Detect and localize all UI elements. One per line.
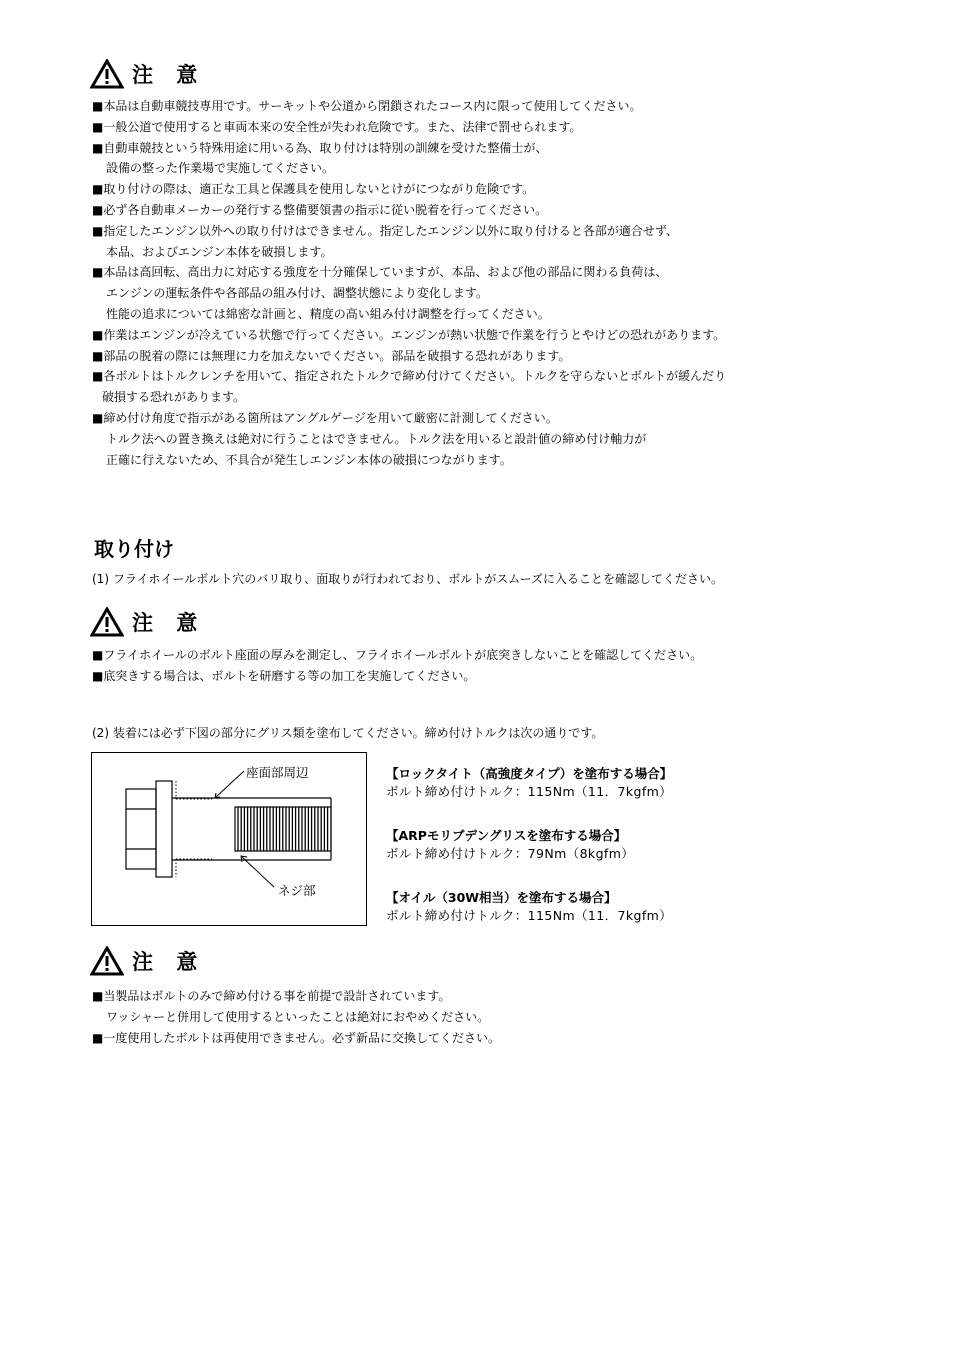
- caution-list-1: [92, 96, 726, 470]
- bolt-diagram: [91, 752, 367, 926]
- spec-heading: 【ロックタイト（高強度タイプ）を塗布する場合】: [386, 766, 673, 781]
- bolt-drawing: [92, 753, 366, 925]
- spec-heading: 【オイル（30W相当）を塗布する場合】: [386, 890, 617, 905]
- list-item: ■一度使用したボルトは再使用できません。必ず新品に交換してください。: [92, 1030, 501, 1045]
- list-item: ■必ず各自動車メーカーの発行する整備要領書の指示に従い脱着を行ってください。: [92, 202, 548, 217]
- spec-value: ボルト締め付けトルク：115Nm（11．7kgfm）: [386, 908, 673, 923]
- list-item: ■取り付けの際は、適正な工具と保護具を使用しないとけがにつながり危険です。: [92, 182, 535, 197]
- torque-spec-loctite: [386, 765, 672, 801]
- list-item: ■当製品はボルトのみで締め付ける事を前提で設計されています。 ワッシャーと併用して使用するといったことは絶対におやめください。: [92, 989, 490, 1024]
- section-title: 取り付け: [94, 537, 174, 561]
- list-item: ■底突きする場合は、ボルトを研磨する等の加工を実施してください。: [92, 668, 476, 683]
- list-item: ■本品は自動車競技専用です。サーキットや公道から閉鎖されたコース内に限って使用してください。: [92, 99, 642, 113]
- list-item: ■作業はエンジンが冷えている状態で行ってください。エンジンが熱い状態で作業を行うとやけどの恐れがあります。: [92, 327, 726, 342]
- list-item: ■各ボルトはトルクレンチを用いて、指定されたトルクで締め付けてください。トルクを守らないとボルトが緩んだり 破損する恐れがあります。: [92, 369, 727, 405]
- list-item: ■部品の脱着の際には無理に力を加えないでください。部品を破損する恐れがあります。: [92, 348, 571, 363]
- seat-label: 座面部周辺: [246, 765, 309, 780]
- caution-heading-2: [90, 605, 205, 639]
- caution-heading-1: [90, 57, 205, 91]
- caution-title: 注 意: [132, 611, 206, 635]
- list-item: ■一般公道で使用すると車両本来の安全性が失われ危険です。また、法律で罰せられます。: [92, 119, 582, 134]
- thread-lines: [238, 807, 328, 851]
- list-item: ■フライホイールのボルト座面の厚みを測定し、フライホイールボルトが底突きしないことを確認してください。: [92, 648, 703, 662]
- spec-value: ボルト締め付けトルク：79Nm（8kgfm）: [386, 846, 635, 861]
- step-1-text: (1) フライホイールボルト穴のバリ取り、面取りが行われており、ボルトがスムーズに入ることを確認してください。: [92, 572, 724, 586]
- step-2-text: (2) 装着には必ず下図の部分にグリス類を塗布してください。締め付けトルクは次の通りです。: [92, 726, 604, 740]
- torque-spec-oil: [386, 889, 672, 925]
- list-item: ■本品は高回転、高出力に対応する強度を十分確保していますが、本品、および他の部品に関わる負荷は、 エンジンの運転条件や各部品の組み付け、調整状態により変化します。 性能の追求については綿密な計画と、精度の高い組み付け調整を行ってください。: [92, 265, 668, 321]
- warning-icon: [90, 607, 124, 637]
- list-item: ■自動車競技という特殊用途に用いる為、取り付けは特別の訓練を受けた整備士が、 設備の整った作業場で実施してください。: [92, 140, 548, 176]
- caution-heading-3: [90, 944, 205, 978]
- thread-label: ネジ部: [278, 883, 316, 898]
- caution-list-2: [92, 645, 702, 687]
- torque-spec-arp: [386, 827, 634, 863]
- caution-title: 注 意: [132, 63, 206, 87]
- list-item: ■指定したエンジン以外への取り付けはできません。指定したエンジン以外に取り付けると各部が適合せず、 本品、およびエンジン本体を破損します。: [92, 223, 678, 259]
- spec-value: ボルト締め付けトルク：115Nm（11．7kgfm）: [386, 784, 673, 799]
- caution-list-3: [92, 986, 500, 1048]
- warning-icon: [90, 946, 124, 976]
- spec-heading: 【ARPモリブデングリスを塗布する場合】: [386, 828, 627, 843]
- list-item: ■締め付け角度で指示がある箇所はアングルゲージを用いて厳密に計測してください。 トルク法への置き換えは絶対に行うことはできません。トルク法を用いると設計値の締め付け軸力が 正確に行えないため、不具合が発生しエンジン本体の破損につながります。: [92, 410, 647, 467]
- caution-title: 注 意: [132, 950, 206, 974]
- warning-icon: [90, 59, 124, 89]
